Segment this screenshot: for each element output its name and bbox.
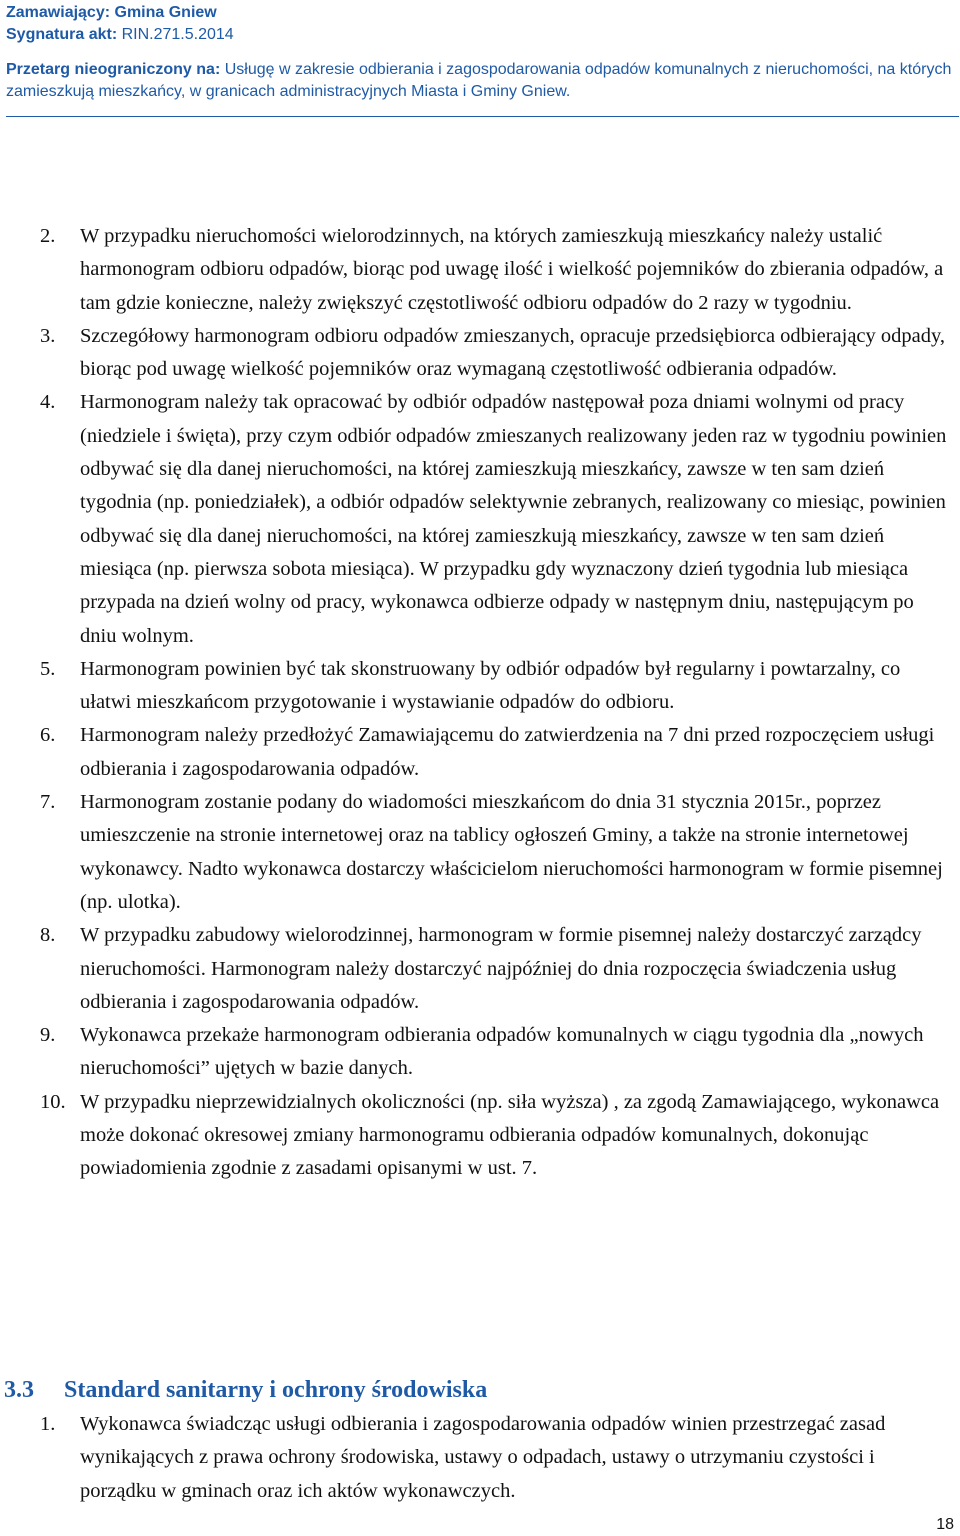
- item-number: 6.: [40, 724, 56, 747]
- item-number: 3.: [40, 324, 56, 347]
- list-item: [0, 919, 950, 1019]
- item-number: 9.: [40, 1024, 56, 1047]
- list-item: [0, 320, 950, 387]
- section-number: 3.3: [4, 1377, 34, 1403]
- item-text: W przypadku nieruchomości wielorodzinnych, na których zamieszkują mieszkańcy należy ustalić harmonogram odbioru odpadów, biorąc pod uwagę ilość i wielkość pojemników do zbierania odpadów, a tam gdzie konieczne, należy zwiększyć częstotliwość odbioru odpadów do 2 razy w tygodniu.: [80, 225, 944, 314]
- list-item: [0, 1019, 950, 1086]
- case-label: Sygnatura akt:: [6, 26, 118, 43]
- item-text: W przypadku zabudowy wielorodzinnej, harmonogram w formie pisemnej należy dostarczyć zarządcy nieruchomości. Harmonogram należy dostarczyć najpóźniej do dnia rozpoczęcia świadczenia usług odbierania i zagospodarowania odpadów.: [80, 924, 922, 1013]
- item-text: Harmonogram powinien być tak skonstruowany by odbiór odpadów był regularny i powtarzalny, co ułatwi mieszkańcom przygotowanie i wystawianie odpadów do odbioru.: [80, 657, 901, 714]
- tender-text: Usługę w zakresie odbierania i zagospodarowania odpadów komunalnych z nieruchomości, na których zamieszkują mieszkańcy, w granicach administracyjnych Miasta i Gminy Gniew.: [6, 61, 952, 100]
- item-number: 4.: [40, 391, 56, 414]
- item-text: Wykonawca świadcząc usługi odbierania i zagospodarowania odpadów winien przestrzegać zasad wynikających z prawa ochrony środowiska, ustawy o odpadach, ustawy o utrzymaniu czystości i porządku w gminach oraz ich aktów wykonawczych.: [80, 1413, 886, 1502]
- item-text: W przypadku nieprzewidzialnych okoliczności (np. siła wyższa) , za zgodą Zamawiającego, wykonawca może dokonać okresowej zmiany harmonogramu odbierania odpadów komunalnych, dokonując powiadomienia zgodnie z zasadami opisanymi w ust. 7.: [80, 1090, 940, 1180]
- item-text: Harmonogram należy tak opracować by odbiór odpadów następował poza dniami wolnymi od pracy (niedziele i święta), przy czym odbiór odpadów zmieszanych realizowany jeden raz w tygodniu powinien odbywać się dla danej nieruchomości, na której zamieszkują mieszkańcy, zawsze w ten sam dzień tygodnia (np. poniedziałek), a odbiór odpadów selektywnie zebranych, realizowany co miesiąc, powinien odbywać się dla danej nieruchomości, na której zamieszkują mieszkańcy, zawsze w ten sam dzień miesiąca (np. pierwsza sobota miesiąca). W przypadku gdy wyznaczony dzień tygodnia lub miesiąca przypada na dzień wolny od pracy, wykonawca odbierze odpady w następnym dniu, następującym po dniu wolnym.: [80, 391, 947, 647]
- document-header: [6, 2, 956, 103]
- item-number: 1.: [40, 1413, 56, 1435]
- client-line: Zamawiający: Gmina Gniew: [6, 4, 217, 21]
- item-number: 5.: [40, 657, 56, 680]
- section-heading: [4, 1374, 487, 1406]
- list-item: [0, 1408, 950, 1508]
- item-number: 10.: [40, 1090, 66, 1113]
- item-number: 7.: [40, 791, 56, 814]
- list-item: [0, 386, 950, 652]
- section-title: Standard sanitarny i ochrony środowiska: [64, 1377, 488, 1403]
- list-item: [0, 220, 950, 320]
- list-item: [0, 719, 950, 786]
- page-number: 18: [936, 1516, 954, 1533]
- list-item: [0, 653, 950, 720]
- item-text: Wykonawca przekaże harmonogram odbierania odpadów komunalnych w ciągu tygodnia dla „nowych nieruchomości” ujętych w bazie danych.: [80, 1024, 924, 1080]
- case-value: RIN.271.5.2014: [121, 26, 234, 43]
- list-item: [0, 786, 950, 919]
- list-item: [0, 1086, 950, 1186]
- tender-label: Przetarg nieograniczony na:: [6, 61, 221, 78]
- item-number: 8.: [40, 924, 56, 947]
- item-text: Harmonogram zostanie podany do wiadomości mieszkańcom do dnia 31 stycznia 2015r., poprzez umieszczenie na stronie internetowej oraz na tablicy ogłoszeń Gminy, a także na stronie internetowej wykonawcy. Nadto wykonawca dostarczy właścicielom nieruchomości harmonogram w formie pisemnej (np. ulotka).: [80, 791, 943, 913]
- item-text: Harmonogram należy przedłożyć Zamawiającemu do zatwierdzenia na 7 dni przed rozpoczęciem usługi odbierania i zagospodarowania odpadów.: [80, 724, 935, 780]
- header-divider: [6, 116, 959, 117]
- case-line: [6, 24, 956, 46]
- section-list: [0, 1408, 960, 1508]
- item-text: Szczegółowy harmonogram odbioru odpadów zmieszanych, opracuje przedsiębiorca odbierający odpady, biorąc pod uwagę wielkość pojemników oraz wymaganą częstotliwość odbierania odpadów.: [80, 324, 946, 381]
- tender-line: [6, 59, 956, 103]
- requirements-list: [0, 220, 960, 1186]
- item-number: 2.: [40, 225, 56, 247]
